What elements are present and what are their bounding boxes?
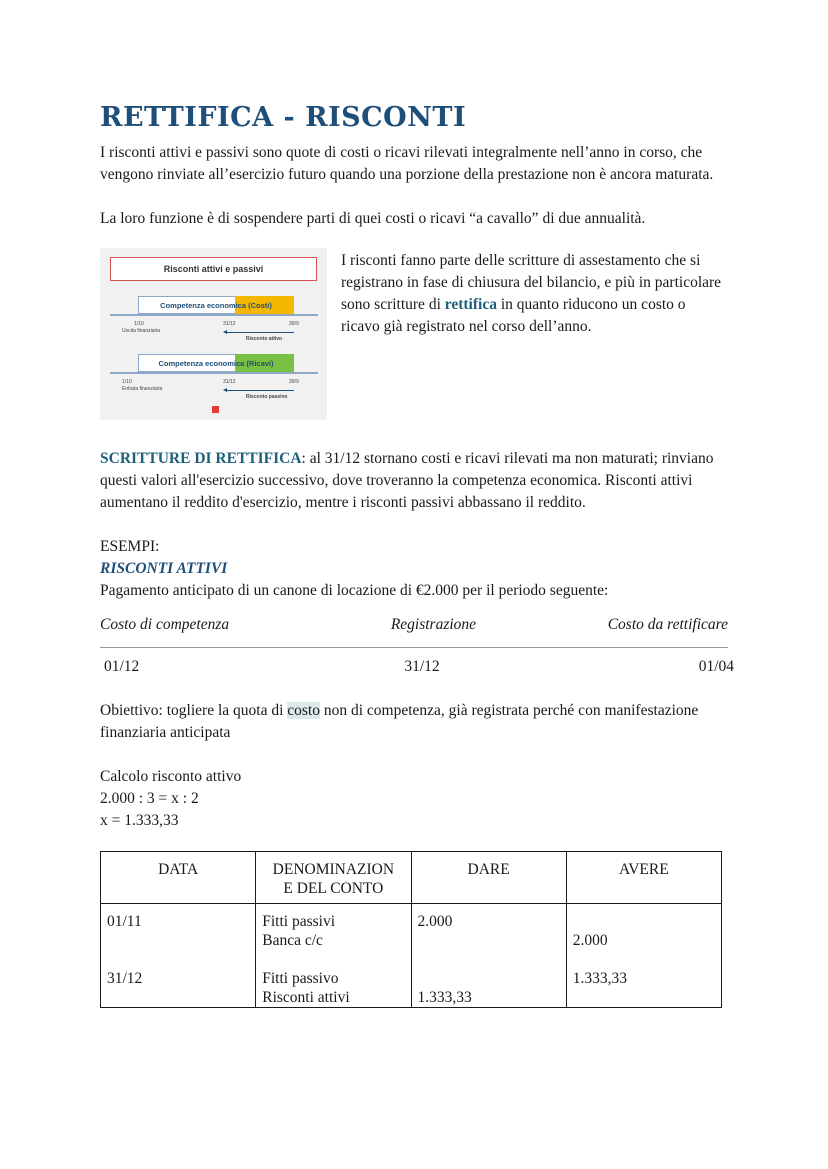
document-page: [100, 96, 734, 1008]
bar-ricavi-label: Competenza economica (Ricavi): [158, 358, 274, 368]
date-start-costi: 1/10: [134, 321, 144, 327]
entry-2-avere: [573, 969, 715, 1007]
arrow-risconto-passivo: [226, 390, 294, 391]
arrow-risconto-attivo: [226, 332, 294, 333]
column-data: [101, 904, 256, 1008]
account-name: Banca c/c: [262, 932, 323, 949]
figure-description-paragraph: [341, 250, 728, 338]
avere-amount: 1.333,33: [572, 970, 627, 987]
figure-row: [100, 248, 728, 420]
header-denominazione-line2: E DEL CONTO: [283, 880, 384, 897]
header-avere: [566, 852, 721, 904]
header-data-text: DATA: [158, 861, 199, 878]
risconti-attivi-heading: RISCONTI ATTIVI: [100, 560, 228, 577]
avere-amount: [573, 988, 715, 1007]
bar-costi: [138, 296, 294, 314]
timeline-header: Registrazione: [390, 616, 477, 633]
scritture-text: : al 31/12 stornano costi e ricavi rilevati ma non maturati; rinviano questi valori all'esercizio successivo, dove troveranno la competenza economica. Risconti attivi aumentano il reddito d'esercizio, mentre i risconti passivi abbassano il reddito.: [100, 450, 714, 511]
dare-amount: 1.333,33: [417, 989, 472, 1006]
date-end-costi: 30/9: [289, 321, 299, 327]
figure-description: [341, 250, 728, 420]
avere-amount: 2.000: [572, 932, 608, 949]
header-denominazione: [256, 852, 411, 904]
entry-1-avere: [573, 912, 715, 969]
timeline-costi: [110, 314, 318, 316]
diagram-header: Risconti attivi e passivi: [110, 257, 317, 281]
timeline-header: Costo di competenza: [100, 616, 230, 633]
page-title: RETTIFICA - RISCONTI: [100, 102, 467, 133]
header-dare-text: DARE: [467, 861, 510, 878]
intro-paragraph: I risconti attivi e passivi sono quote di costi o ricavi rilevati integralmente nell’anno in corso, che vengono rinviate all’esercizio futuro quando una porzione della prestazione non è ancora maturata.: [100, 144, 714, 183]
slide-logo-icon: [212, 406, 219, 413]
label-entrata: Entrata finanziaria: [122, 386, 163, 392]
function-paragraph: La loro funzione è di sospendere parti di quei costi o ricavi “a cavallo” di due annualità.: [100, 210, 646, 227]
entry-2-accounts: [262, 969, 404, 1007]
figure-text-part1: I risconti fanno parte delle scritture di assestamento che si registrano in fase di chiusura del bilancio, e più in particolare sono scritture di: [341, 252, 722, 313]
header-avere-text: AVERE: [619, 861, 669, 878]
scritture-label: SCRITTURE DI RETTIFICA: [100, 450, 302, 467]
journal-table: [100, 851, 722, 1008]
timeline-value: 01/04: [698, 658, 734, 675]
obiettivo-before: Obiettivo: togliere la quota di: [100, 702, 288, 719]
timeline-header: Costo da rettificare: [607, 616, 728, 633]
account-name: Fitti passivo: [262, 970, 339, 987]
date-start-ricavi: 1/10: [122, 379, 132, 385]
figure-text-highlight: rettifica: [444, 296, 497, 313]
dare-amount: 2.000: [417, 913, 453, 930]
esempi-label: ESEMPI:: [100, 538, 160, 555]
figure-text-part2: in quanto riducono un costo o ricavo già registrato nel corso dell’anno.: [341, 296, 686, 335]
timeline-value: 01/12: [104, 658, 140, 675]
entry-1-dare: [418, 912, 560, 969]
calcolo-proportion: 2.000 : 3 = x : 2: [100, 790, 199, 807]
period-timeline: [100, 616, 734, 686]
label-risconto-passivo: Risconto passivo: [246, 394, 288, 400]
entry-date: 31/12: [107, 970, 143, 987]
bar-ricavi: [138, 354, 294, 372]
header-denominazione-line1: DENOMINAZION: [272, 861, 395, 878]
timeline-values: [100, 658, 734, 676]
obiettivo-paragraph: [100, 700, 728, 744]
risconti-diagram: [100, 248, 327, 420]
timeline-divider: [100, 647, 728, 648]
esempi-description: Pagamento anticipato di un canone di locazione di €2.000 per il periodo seguente:: [100, 582, 609, 599]
entry-2-date-cell: [107, 969, 249, 988]
calcolo-title: Calcolo risconto attivo: [100, 768, 242, 785]
date-mid-ricavi: 31/12: [223, 379, 236, 385]
obiettivo-highlight: costo: [287, 702, 320, 719]
avere-amount: [573, 912, 715, 931]
dare-amount: [418, 969, 560, 988]
scritture-paragraph: [100, 448, 728, 514]
column-conto: [256, 904, 411, 1008]
timeline-value: 31/12: [404, 658, 440, 675]
account-name: Fitti passivi: [262, 913, 336, 930]
entry-2-dare: [418, 969, 560, 1007]
entry-date: 01/11: [107, 913, 142, 930]
obiettivo-after: non di competenza, già registrata perché con manifestazione finanziaria anticipata: [100, 702, 699, 741]
timeline-ricavi: [110, 372, 318, 374]
journal-header-row: [101, 852, 722, 904]
date-end-ricavi: 30/9: [289, 379, 299, 385]
date-mid-costi: 31/12: [223, 321, 236, 327]
calcolo-result: x = 1.333,33: [100, 812, 179, 829]
label-risconto-attivo: Risconto attivo: [246, 336, 283, 342]
journal-body-row: [101, 904, 722, 1008]
timeline-headers: [100, 616, 728, 634]
header-dare: [411, 852, 566, 904]
column-dare: [411, 904, 566, 1008]
account-name: Risconti attivi: [262, 989, 350, 1006]
entry-1-date-cell: [107, 912, 249, 969]
dare-amount: [418, 931, 560, 950]
header-data: [101, 852, 256, 904]
column-avere: [566, 904, 721, 1008]
entry-1-accounts: [262, 912, 404, 969]
label-uscita: Uscita finanziaria: [122, 328, 161, 334]
bar-costi-label: Competenza economica (Costi): [160, 300, 272, 310]
